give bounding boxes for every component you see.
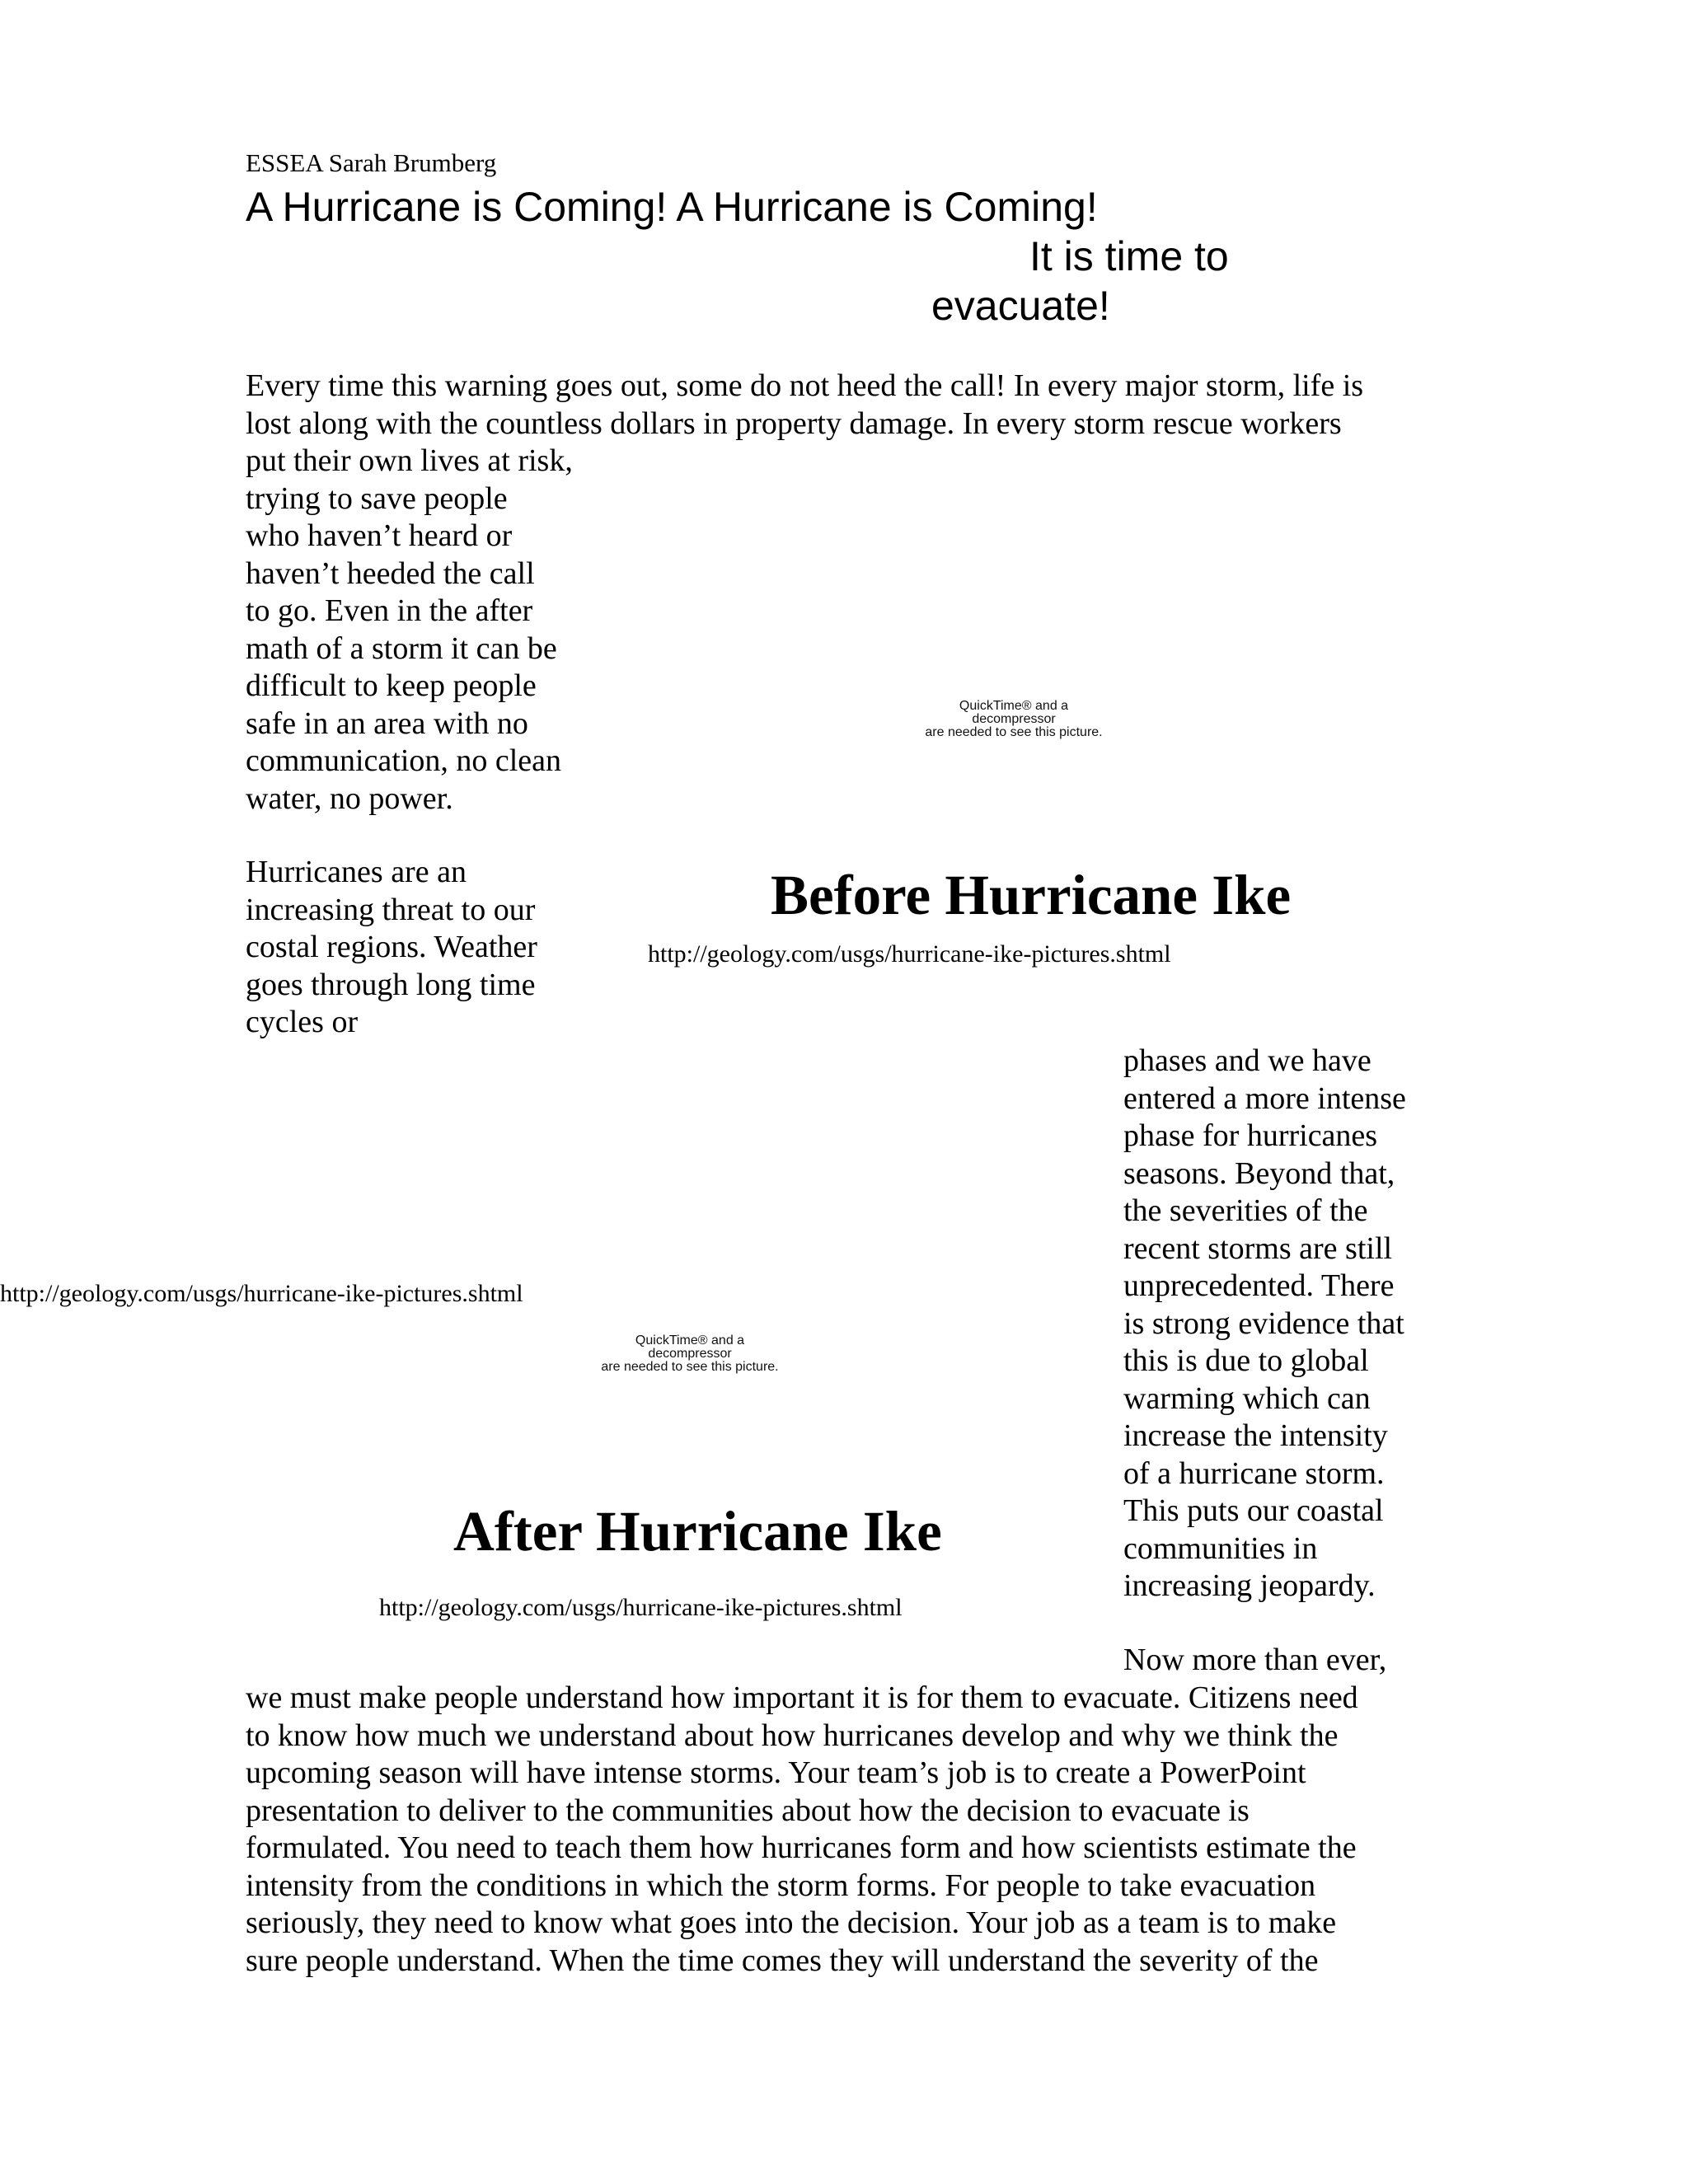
body-line: phases and we have — [1123, 1043, 1372, 1078]
body-line: unprecedented. There — [1123, 1268, 1395, 1303]
body-line: Hurricanes are an — [246, 855, 467, 889]
body-line: goes through long time — [246, 967, 536, 1002]
title-line-3: evacuate! — [931, 283, 1110, 329]
after-source-url: http://geology.com/usgs/hurricane-ike-pictures.shtml — [379, 1594, 903, 1621]
body-line: cycles or — [246, 1005, 359, 1039]
after-hurricane-heading: After Hurricane Ike — [453, 1500, 942, 1563]
title-line-2: It is time to — [1029, 233, 1229, 279]
body-line: this is due to global — [1123, 1343, 1369, 1378]
intro-line: lost along with the countless dollars in property damage. In every storm rescue workers — [246, 405, 1342, 441]
body-line: math of a storm it can be — [246, 630, 557, 666]
body-line: who haven’t heard or — [246, 518, 513, 553]
body-line: we must make people understand how important it is for them to evacuate. Citizens need — [246, 1680, 1358, 1715]
body-line: warming which can — [1123, 1380, 1371, 1416]
intro-line: Every time this warning goes out, some do not heed the call! In every major storm, life is — [246, 368, 1364, 403]
body-line: intensity from the conditions in which the storm forms. For people to take evacuation — [246, 1868, 1316, 1903]
body-line: phase for hurricanes — [1123, 1118, 1378, 1153]
author-line: ESSEA Sarah Brumberg — [246, 148, 497, 177]
placeholder-line: decompressor — [972, 712, 1056, 726]
before-hurricane-heading: Before Hurricane Ike — [771, 864, 1292, 926]
placeholder-line: are needed to see this picture. — [601, 1360, 779, 1374]
intro-paragraph — [246, 368, 1441, 443]
body-line: increasing jeopardy. — [1123, 1568, 1376, 1603]
placeholder-line: QuickTime® and a — [959, 699, 1069, 713]
body-line: communication, no clean — [246, 743, 562, 778]
body-line: Now more than ever, — [1123, 1643, 1387, 1677]
body-line: to know how much we understand about how hurricanes develop and why we think the — [246, 1718, 1339, 1753]
closing-paragraph — [246, 1680, 1358, 1980]
placeholder-line: are needed to see this picture. — [925, 725, 1103, 739]
body-line: put their own lives at risk, — [246, 443, 573, 478]
body-line: of a hurricane storm. — [1123, 1455, 1385, 1491]
body-line: seriously, they need to know what goes into the decision. Your job as a team is to make — [246, 1905, 1337, 1940]
body-line: seasons. Beyond that, — [1123, 1155, 1395, 1191]
body-line: increasing threat to our — [246, 892, 536, 927]
body-line: This puts our coastal — [1123, 1493, 1384, 1528]
body-line: upcoming season will have intense storms. Your team’s job is to create a PowerPoint — [246, 1755, 1306, 1790]
body-line: haven’t heeded the call — [246, 555, 535, 591]
left-column-paragraph-2 — [246, 854, 537, 1042]
body-line: water, no power. — [246, 780, 453, 816]
body-line: entered a more intense — [1123, 1080, 1406, 1116]
title-line-1: A Hurricane is Coming! A Hurricane is Coming! — [246, 184, 1098, 230]
body-line: costal regions. Weather — [246, 930, 537, 964]
missing-picture-placeholder — [890, 700, 1137, 739]
after-figure-top-source-url: http://geology.com/usgs/hurricane-ike-pictures.shtml — [0, 1280, 523, 1307]
body-line: sure people understand. When the time comes they will understand the severity of the — [246, 1943, 1319, 1978]
body-line: is strong evidence that — [1123, 1305, 1404, 1341]
placeholder-line: decompressor — [648, 1347, 732, 1361]
left-column-paragraph — [246, 443, 573, 818]
body-line: to go. Even in the after — [246, 593, 533, 628]
body-line: difficult to keep people — [246, 668, 537, 703]
body-line: communities in — [1123, 1530, 1318, 1566]
before-source-url: http://geology.com/usgs/hurricane-ike-pictures.shtml — [648, 940, 1171, 968]
body-line: formulated. You need to teach them how hurricanes form and how scientists estimate the — [246, 1830, 1357, 1865]
right-column-paragraph — [1123, 1043, 1406, 1605]
closing-first-line — [1123, 1642, 1386, 1680]
body-line: recent storms are still — [1123, 1230, 1393, 1266]
body-line: presentation to deliver to the communities about how the decision to evacuate is — [246, 1793, 1250, 1828]
body-line: trying to save people — [246, 480, 508, 516]
missing-picture-placeholder — [566, 1334, 814, 1374]
body-line: increase the intensity — [1123, 1418, 1388, 1453]
body-line: the severities of the — [1123, 1193, 1368, 1228]
placeholder-line: QuickTime® and a — [635, 1333, 745, 1347]
body-line: safe in an area with no — [246, 705, 528, 741]
